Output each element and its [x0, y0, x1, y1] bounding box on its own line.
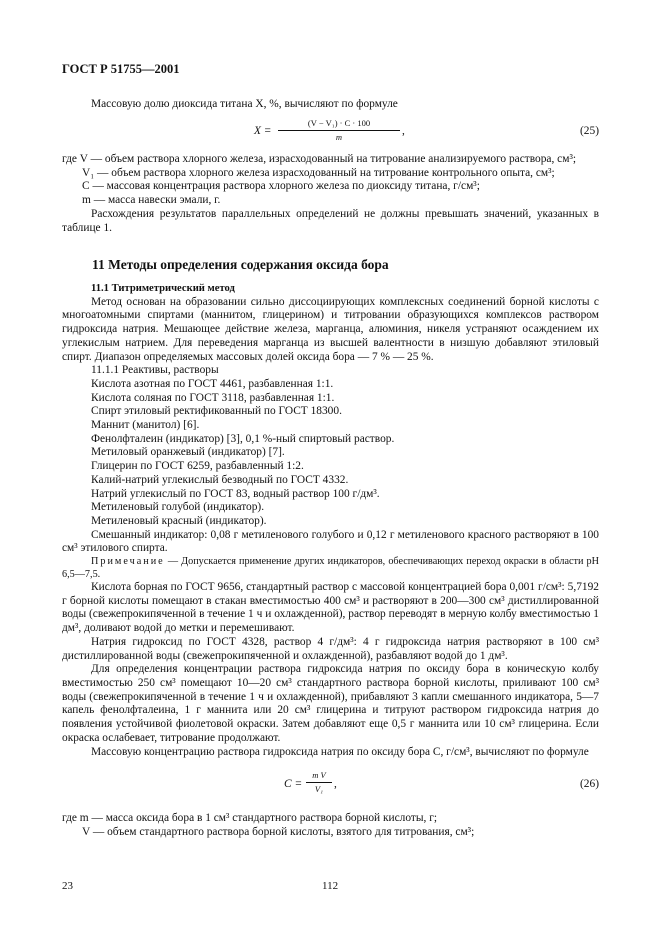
reagent-item: Метиленовый голубой (индикатор).	[91, 501, 265, 514]
legend-26-v: V — объем стандартного раствора борной кислоты, взятого для титрования, см³;	[82, 825, 475, 838]
reagent-item: Калий-натрий углекислый безводный по ГОСТ 4332.	[91, 473, 349, 486]
footer-page-center: 112	[322, 880, 339, 892]
formula-25-fraction	[278, 118, 400, 143]
formula-25-denominator: m	[335, 132, 343, 142]
document-header: ГОСТ Р 51755—2001	[62, 62, 180, 76]
footer-page-left: 23	[62, 880, 73, 892]
section-11-1	[62, 282, 599, 759]
formula-26-numerator: m V	[312, 770, 326, 780]
reagent-item: Спирт этиловый ректификованный по ГОСТ 18300.	[91, 405, 342, 418]
formula-25-lhs: X =	[254, 125, 272, 137]
naoh-text: Натрия гидроксид по ГОСТ 4328, раствор 4 г/дм³: 4 г гидроксида натрия растворяют в 100 см³ дистиллированной воды (свежепрокипяченной и охлажденной), разбавляют водой до 1 дм³.	[62, 635, 599, 662]
formula-intro	[62, 98, 599, 112]
reagent-item: Фенолфталеин (индикатор) [3], 0,1 %-ный спиртовый раствор.	[91, 432, 395, 445]
formula-26-intro: Массовую концентрацию раствора гидроксида натрия по оксиду бора C, г/см³, вычисляют по формуле	[91, 745, 589, 758]
formula-26-suffix: ,	[334, 778, 337, 790]
formula-25-suffix: ,	[402, 125, 405, 137]
formula-26-lhs: C =	[284, 778, 303, 790]
note-label: Примечание	[91, 556, 165, 568]
reagent-item: Глицерин по ГОСТ 6259, разбавленный 1:2.	[91, 460, 304, 473]
legend-26-m: где m — масса оксида бора в 1 см³ стандартного раствора борной кислоты, г;	[62, 812, 438, 824]
legend-v: где V — объем раствора хлорного железа, израсходованный на титрование анализируемого раствора, см³;	[62, 153, 577, 165]
formula-26-denominator: V₁	[314, 784, 324, 794]
reagent-item: Метиленовый красный (индикатор).	[91, 514, 267, 527]
fraction-bar	[278, 130, 400, 131]
reagents-title: 11.1.1 Реактивы, растворы	[91, 364, 219, 377]
legend-v1: V₁ — объем раствора хлорного железа израсходованный на титрование контрольного опыта, см³;	[82, 166, 555, 179]
reagent-item: Маннит (манитол) [6].	[91, 419, 200, 432]
reagent-item: Кислота соляная по ГОСТ 3118, разбавленная 1:1.	[91, 391, 335, 404]
formula-25-legend	[62, 153, 599, 235]
formula-26-legend	[62, 812, 599, 839]
formula-25-numerator: (V − V₁) · C · 100	[307, 118, 371, 128]
section-11-1-title: 11.1 Титриметрический метод	[91, 283, 235, 294]
discrepancy-text: Расхождения результатов параллельных определений не должны превышать значений, указанных в таблице 1.	[62, 207, 599, 234]
mixed-indicator: Смешанный индикатор: 0,08 г метиленового голубого и 0,12 г метиленового красного растворяют в 100 см³ этилового спирта.	[62, 528, 599, 555]
reagent-item: Кислота азотная по ГОСТ 4461, разбавленная 1:1.	[91, 377, 334, 390]
fraction-bar	[306, 782, 332, 783]
formula-25-intro: Массовую долю диоксида титана X, %, вычисляют по формуле	[91, 98, 398, 110]
note-text: — Допускается применение других индикаторов, обеспечивающих переход окраски в области pH 6,5—7,5.	[62, 556, 599, 580]
concentration-text: Для определения концентрации раствора гидроксида натрия по оксиду бора в коническую колбу вместимостью 250 см³ помещают 10—20 см³ стандартного раствора борной кислоты, приливают 100 см³ воды (свежепрокипяченной в течение 1 ч и охлажденной), прибавляют 3 капли смешанного индикатора, 5—7 капель фенолфталеина, 1 г маннита или 20 см³ глицерина и титруют раствором гидроксида натрия до появления устойчивой фиолетовой окраски. Затем добавляют еще 0,5 г маннита или 10 см³ глицерина. Если окраска ослабевает, титрование продолжают.	[62, 663, 599, 744]
boric-acid-text: Кислота борная по ГОСТ 9656, стандартный раствор с массовой концентрацией бора 0,001 г/см³: 5,7192 г борной кислоты помещают в стакан вместимостью 400 см³ и растворяют в 200—300 см³ дистиллированной воды (свежепрокипяченной в течение 1 ч и охлажденной), раствор переводят в мерную колбу вместимостью 1 дм³, доливают водой до метки и перемешивают.	[62, 581, 599, 635]
formula-26	[62, 770, 599, 804]
formula-25-number: (25)	[580, 125, 599, 137]
legend-m: m — масса навески эмали, г.	[82, 194, 221, 207]
formula-26-fraction	[306, 770, 332, 795]
formula-25	[62, 118, 599, 152]
legend-c: C — массовая концентрация раствора хлорного железа по диоксиду титана, г/см³;	[82, 180, 480, 193]
reagent-item: Натрий углекислый по ГОСТ 83, водный раствор 100 г/дм³.	[91, 487, 380, 500]
reagent-item: Метиловый оранжевый (индикатор) [7].	[91, 446, 285, 459]
formula-26-number: (26)	[580, 778, 599, 790]
note	[62, 556, 599, 581]
section-11-title: 11 Методы определения содержания оксида бора	[92, 257, 389, 272]
section-11-1-body: Метод основан на образовании сильно диссоциирующих комплексных соединений борной кислоты с многоатомными спиртами (маннитом, глицерином) и титровании образующихся комплексов раствором гидроксида натрия. Мешающее действие железа, марганца, алюминия, никеля устраняют осаждением их углекислым натрием. Для переведения марганца из высшей валентности в низшую добавляют этиловый спирт. Диапазон определяемых массовых долей оксида бора — 7 % — 25 %.	[62, 295, 599, 363]
